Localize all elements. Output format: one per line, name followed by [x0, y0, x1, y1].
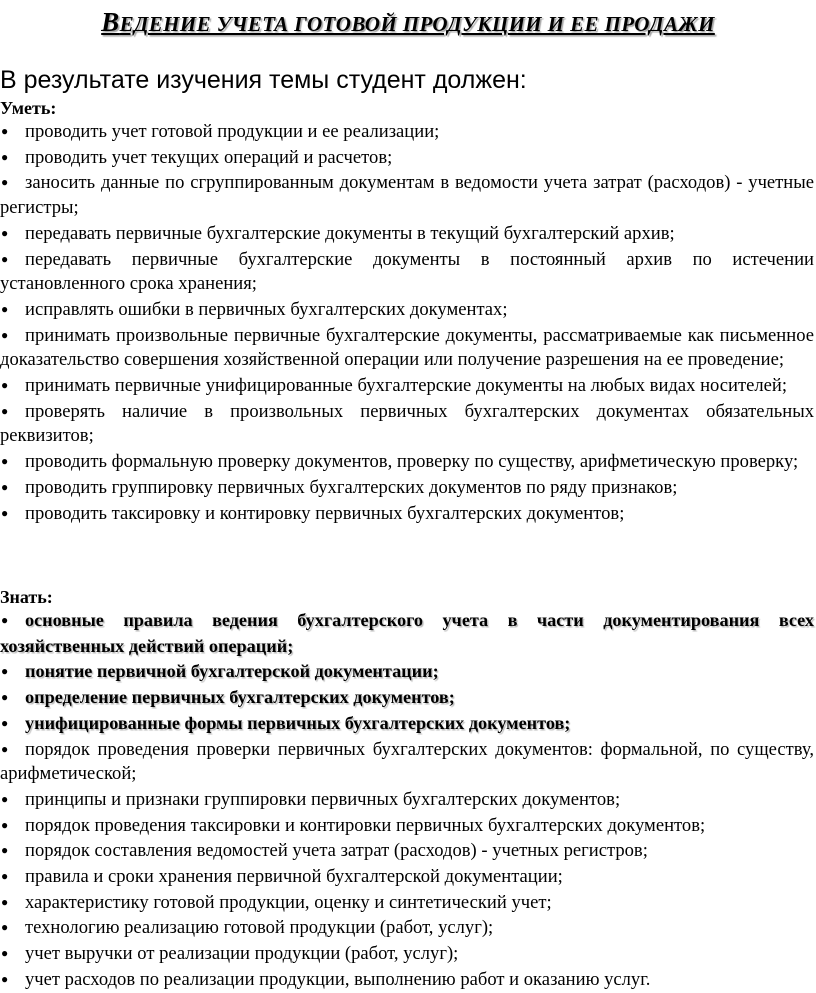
list-item: ● проверять наличие в произвольных первичных бухгалтерских документах обязательных реквизитов;	[0, 400, 814, 447]
knowledge-list	[0, 608, 814, 993]
bullet-icon: ●	[1, 715, 9, 730]
skills-heading: Уметь:	[0, 98, 57, 118]
title-rest: ЕДЕНИЕ УЧЕТА ГОТОВОЙ ПРОДУКЦИИ И ЕЕ ПРОДАЖИ	[119, 12, 715, 36]
list-item: ● принципы и признаки группировки первичных бухгалтерских документов;	[1, 788, 621, 810]
list-item: ● порядок составления ведомостей учета затрат (расходов) - учетных регистров;	[1, 840, 648, 862]
bullet-icon: ●	[1, 920, 9, 935]
bullet-icon: ●	[1, 894, 9, 909]
list-item: ● порядок проведения таксировки и контировки первичных бухгалтерских документов;	[1, 814, 706, 836]
bullet-icon: ●	[1, 124, 9, 138]
bullet-icon: ●	[1, 946, 9, 961]
list-item: ● технологию реализацию готовой продукции (работ, услуг);	[1, 917, 494, 939]
bullet-icon: ●	[1, 971, 9, 986]
skills-list	[0, 119, 814, 526]
bullet-icon: ●	[1, 251, 9, 266]
list-item: ● унифицированные формы первичных бухгалтерских документов;	[0, 711, 814, 737]
list-item: ● проводить таксировку и контировку первичных бухгалтерских документов;	[1, 502, 625, 524]
bullet-icon: ●	[1, 505, 9, 520]
list-item: ● проводить формальную проверку документов, проверку по существу, арифметическую проверку;	[1, 451, 799, 473]
bullet-icon: ●	[1, 843, 9, 858]
list-item: ● исправлять ошибки в первичных бухгалтерских документах;	[1, 298, 508, 320]
list-item: ● проводить учет готовой продукции и ее реализации;	[1, 121, 440, 142]
bullet-icon: ●	[1, 664, 9, 679]
intro-text: В результате изучения темы студент должен:	[0, 66, 527, 94]
list-item: ● принимать произвольные первичные бухгалтерские документы, рассматриваемые как письменное доказательство совершения хозяйственной операции или получение разрешения на ее проведение;	[0, 324, 814, 371]
list-item: ● заносить данные по сгруппированным документам в ведомости учета затрат (расходов) - учетные регистры;	[0, 172, 814, 219]
list-item: ● характеристику готовой продукции, оценку и синтетический учет;	[1, 891, 552, 913]
bullet-icon: ●	[1, 791, 9, 806]
bullet-icon: ●	[1, 149, 9, 164]
bullet-icon: ●	[1, 454, 9, 469]
bullet-icon: ●	[1, 327, 9, 342]
bullet-icon: ●	[1, 613, 9, 627]
list-item: ● принимать первичные унифицированные бухгалтерские документы на любых видах носителей;	[1, 375, 788, 397]
bullet-icon: ●	[1, 225, 9, 240]
list-item: ● основные правила ведения бухгалтерского учета в части документирования всех хозяйственных действий операций;	[0, 610, 814, 656]
bullet-icon: ●	[1, 817, 9, 832]
list-item: ● порядок проведения проверки первичных бухгалтерских документов: формальной, по существу, арифметической;	[0, 738, 814, 785]
list-item: ● передавать первичные бухгалтерские документы в постоянный архив по истечении установленного срока хранения;	[0, 248, 814, 295]
bullet-icon: ●	[1, 403, 9, 418]
list-item: ● понятие первичной бухгалтерской документации;	[0, 659, 814, 685]
bullet-icon: ●	[1, 175, 9, 190]
list-item: ● учет расходов по реализации продукции, выполнению работ и оказанию услуг.	[1, 968, 651, 990]
bullet-icon: ●	[1, 479, 9, 494]
list-item: ● проводить учет текущих операций и расчетов;	[1, 146, 393, 168]
bullet-icon: ●	[1, 378, 9, 393]
document-title	[0, 7, 816, 38]
bullet-icon: ●	[1, 869, 9, 884]
list-item: ● учет выручки от реализации продукции (работ, услуг);	[1, 943, 459, 965]
list-item: ● правила и сроки хранения первичной бухгалтерской документации;	[1, 866, 563, 888]
bullet-icon: ●	[1, 741, 9, 756]
title-initial: В	[101, 7, 120, 37]
list-item: ● определение первичных бухгалтерских документов;	[0, 685, 814, 711]
knowledge-heading: Знать:	[0, 587, 53, 607]
list-item: ● передавать первичные бухгалтерские документы в текущий бухгалтерский архив;	[1, 222, 675, 244]
list-item: ● проводить группировку первичных бухгалтерских документов по ряду признаков;	[1, 476, 678, 498]
bullet-icon: ●	[1, 301, 9, 316]
bullet-icon: ●	[1, 690, 9, 705]
